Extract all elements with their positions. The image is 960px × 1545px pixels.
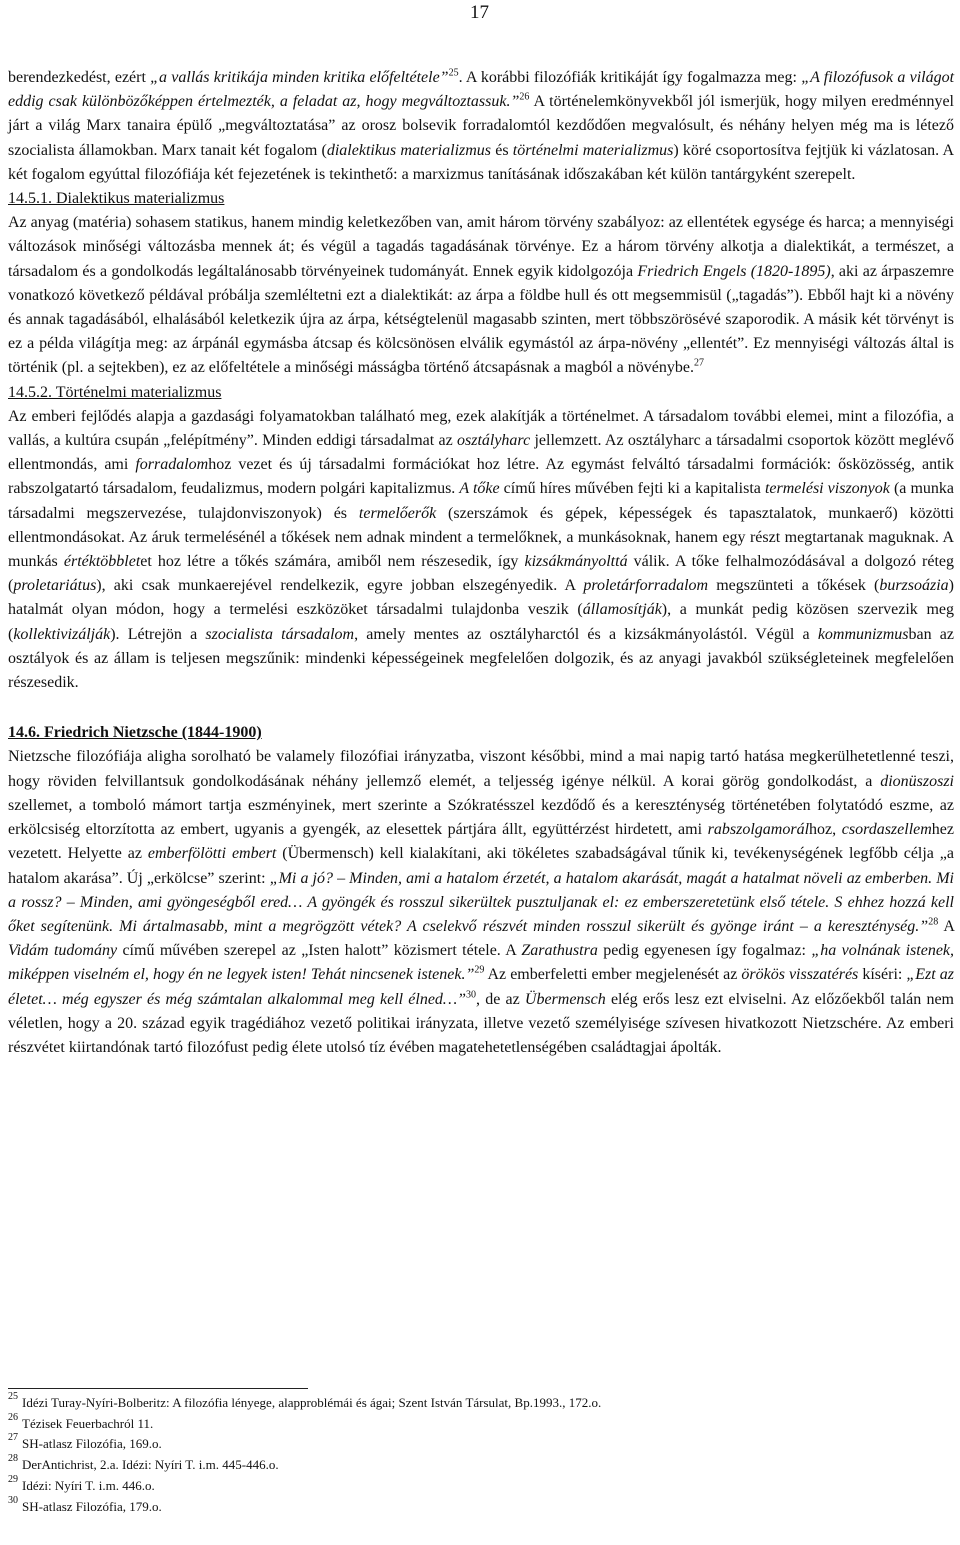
paragraph-marx-intro: berendezkedést, ezért „a vallás kritikája minden kritika előfeltétele”$^{25}$. A korábbi filozófiák kritikáját így fogalmazza meg: „A filozófusok a világot eddig csak különbözőképpen értelmezték, a feladat az, hogy megváltoztassuk.”$^{26}$ A történelemkönyvekből jól ismerjük, hogy milyen eredménnyel járt a világ Marx tanaira épülő „megváltoztatása” az orosz bolsevik forradalomtól kezdődően megvalósult, és néhány helyen még ma is létező szocialista államokban. Marx tanait két fogalom (dialektikus materializmus és történelmi materializmus) köré csoportosítva fejtjük ki vázlatosan. A két fogalom egyúttal filozófiája két fejezetének is tekinthető: a marxizmus tanításának időszakában két külön tantárgyként szerepelt. [8,67,955,183]
footnote-ref-26: 26 [519,91,530,103]
section-heading-nietzsche: 14.6. Friedrich Nietzsche (1844-1900) [8,724,262,742]
footnote-25: $^{25}$ Idézi Turay-Nyíri-Bolberitz: A filozófia lényege, alapproblémái és ágai; Szent István Társulat, Bp.1993., 172.o. [8,1391,602,1410]
section-heading-dialectical: 14.5.1. Dialektikus materializmus [8,190,225,208]
footnote-26: $^{26}$ Tézisek Feuerbachról 11. [8,1411,154,1431]
footnote-ref-27: 27 [693,358,704,370]
section-heading-historical: 14.5.2. Történelmi materializmus [8,383,222,401]
body-text [8,66,954,1060]
footnote-30: $^{30}$ SH-atlasz Filozófia, 179.o. [8,1494,162,1514]
footnote-28: $^{28}$ DerAntichrist, 2.a. Idézi: Nyíri T. i.m. 445-446.o. [8,1453,279,1473]
footnote-29: $^{29}$ Idézi: Nyíri T. i.m. 446.o. [8,1473,155,1493]
footnote-ref-29: 29 [474,964,485,976]
footnote-ref-30: 30 [466,989,477,1001]
paragraph-historical: Az emberi fejlődés alapja a gazdasági folyamatokban található meg, ezek alakítják a történelmet. A társadalom további elemei, mint a filozófia, a vallás, a kultúra csupán „felépítmény”. Minden eddigi társadalmat az osztályharc jellemzett. Az osztályharc a társadalmi csoportok között meglévő ellentmondás, ami forradalomhoz vezet és új társadalmi formációkat hoz létre. Az egymást felváltó társadalmi formációk: ősközösség, antik rabszolgatartó társadalom, feudalizmus, modern polgári kapitalizmus. A tőke című híres művében fejti ki a kapitalista termelési viszonyok (a munka társadalmi megszervezése, tulajdonviszonyok) és termelőerők (szerszámok és gépek, képességek és tapasztalatok, munkaerő) közötti ellentmondásokat. Az áruk termelésénél a tőkések nem adnak mindent a termelőknek, a munkásoknak, hanem egy részt megtartanak maguknak. A munkás értéktöbbletet hoz létre a tőkés számára, amiből nem részesedik, így kizsákmányolttá válik. A tőke felhalmozódásával a dolgozó réteg (proletariátus), aki csak munkaerejével rendelkezik, egyre jobban elszegényedik. A proletárforradalom megszünteti a tőkések (burzsoázia) hatalmát olyan módon, hogy a termelési eszközöket társadalmi tulajdonba veszik (államosítják), a munkát pedig közösen szervezik meg (kollektivizálják). Létrejön a szocialista társadalom, amely mentes az osztályharctól és a kizsákmányolástól. Végül a kommunizmusban az osztályok és az állam is teljesen megszűnik: mindenki képességeinek megfelelően dolgozik, és az anyagi javakból szükségleteinek megfelelően részesedik. [8,407,955,692]
paragraph-nietzsche: Nietzsche filozófiája aligha sorolható be valamely filozófiai irányzatba, viszont későbbi, mind a mai napig tartó hatása megkerülhetetlenné teszi, hogy röviden felvillantsuk gondolkodásának néhány jellemző elemét, a teljesség igénye nélkül. A korai görög gondolkodást, a dionüszoszi szellemet, a tomboló mámort tartja eszményinek, mert szerinte a Szókratésszel kezdődő és a kereszténység történetében folytatódó eszme, az erkölcsiség eltorzította az embert, ugyanis a gyengék, az elesettek pártjára állt, együttérzést hirdetett, ami rabszolgamorálhoz, csordaszellemhez vezetett. Helyette az emberfölötti embert (Übermensch) kell kialakítani, aki tökéletes szabadságával tűnik ki, tevékenységének legfőbb célja „a hatalom akarása”. Új „erkölcse” szerint: „Mi a jó? – Minden, ami a hatalom érzetét, a hatalom akarását, magát a hatalmat növeli az emberben. Mi a rossz? – Minden, ami gyöngeségből ered… A gyöngék és rosszul sikerültek pusztuljanak el: ez emberszeretetünk első tétele. S ehhez hozzá kell őket segítenünk. Mi ártalmasabb, mint a megrögzött vétek? A cselekvő részvét minden rosszul sikerült és gyönge iránt – a kereszténység.”$^{28}$ A Vidám tudomány című művében szerepel az „Isten halott” közismert tétele. A Zarathustra pedig egyenesen így fogalmaz: „ha volnának istenek, miképpen viselném el, hogy én ne legyek isten! Tehát nincsenek istenek.”$^{29}$ Az emberfeletti ember megjelenését az örökös visszatérés kíséri: „Ezt az életet… még egyszer és még számtalan alkalommal meg kell élned…”$^{30}$, de az Übermensch elég erős lesz ezt elviselni. Az előzőekből talán nem véletlen, hogy a 20. század egyik tragédiához vezető politikai irányzata, illetve vezető személyisége szívesen hivatkozott Nietzschére. Az emberi részvétet kiirtandónak tartó filozófust pedig élete utolsó tíz évében magatehetetlenségében családtagjai ápolták. [8,748,955,1056]
page-number: 17 [470,2,489,23]
footnotes [8,1393,908,1517]
footnote-27: $^{27}$ SH-atlasz Filozófia, 169.o. [8,1432,162,1452]
paragraph-dialectical: Az anyag (matéria) sohasem statikus, hanem mindig keletkezőben van, amit három törvény szabályoz: az ellentétek egysége és harca; a mennyiségi változások minőségi változásba mennek át; és végül a tagadás tagadásának törvénye. Ez a három törvény alkotja a dialektikát, a természet, a társadalom és a gondolkodás legáltalánosabb törvényeinek tudományát. Ennek egyik kidolgozója Friedrich Engels (1820-1895), aki az árpaszemre vonatkozó következő példával próbálja szemléltetni ezt a dialektikát: az árpa a földbe hull és ott megsemmisül („tagadás”). Ebből hajt ki a növény és annak tagadásából, elhalásából keletkezik újra az árpa, kétségtelenül magasabb szinten, mert többszörösévé szaporodik. A másik két törvényt is ez a példa világítja meg: az árpánál egymásba átcsap és kölcsönösen elválik egymástól az árpa-növény „ellentét”. Ez mennyiségi változás által is történik (pl. a sejtekben), ez az előfeltétele a minőségi másságba történő átcsapásnak a magból a növénybe.$^{27}$ [8,214,954,377]
footnote-ref-28: 28 [928,916,939,928]
footnote-divider [8,1388,308,1389]
footnote-ref-25: 25 [448,67,459,79]
